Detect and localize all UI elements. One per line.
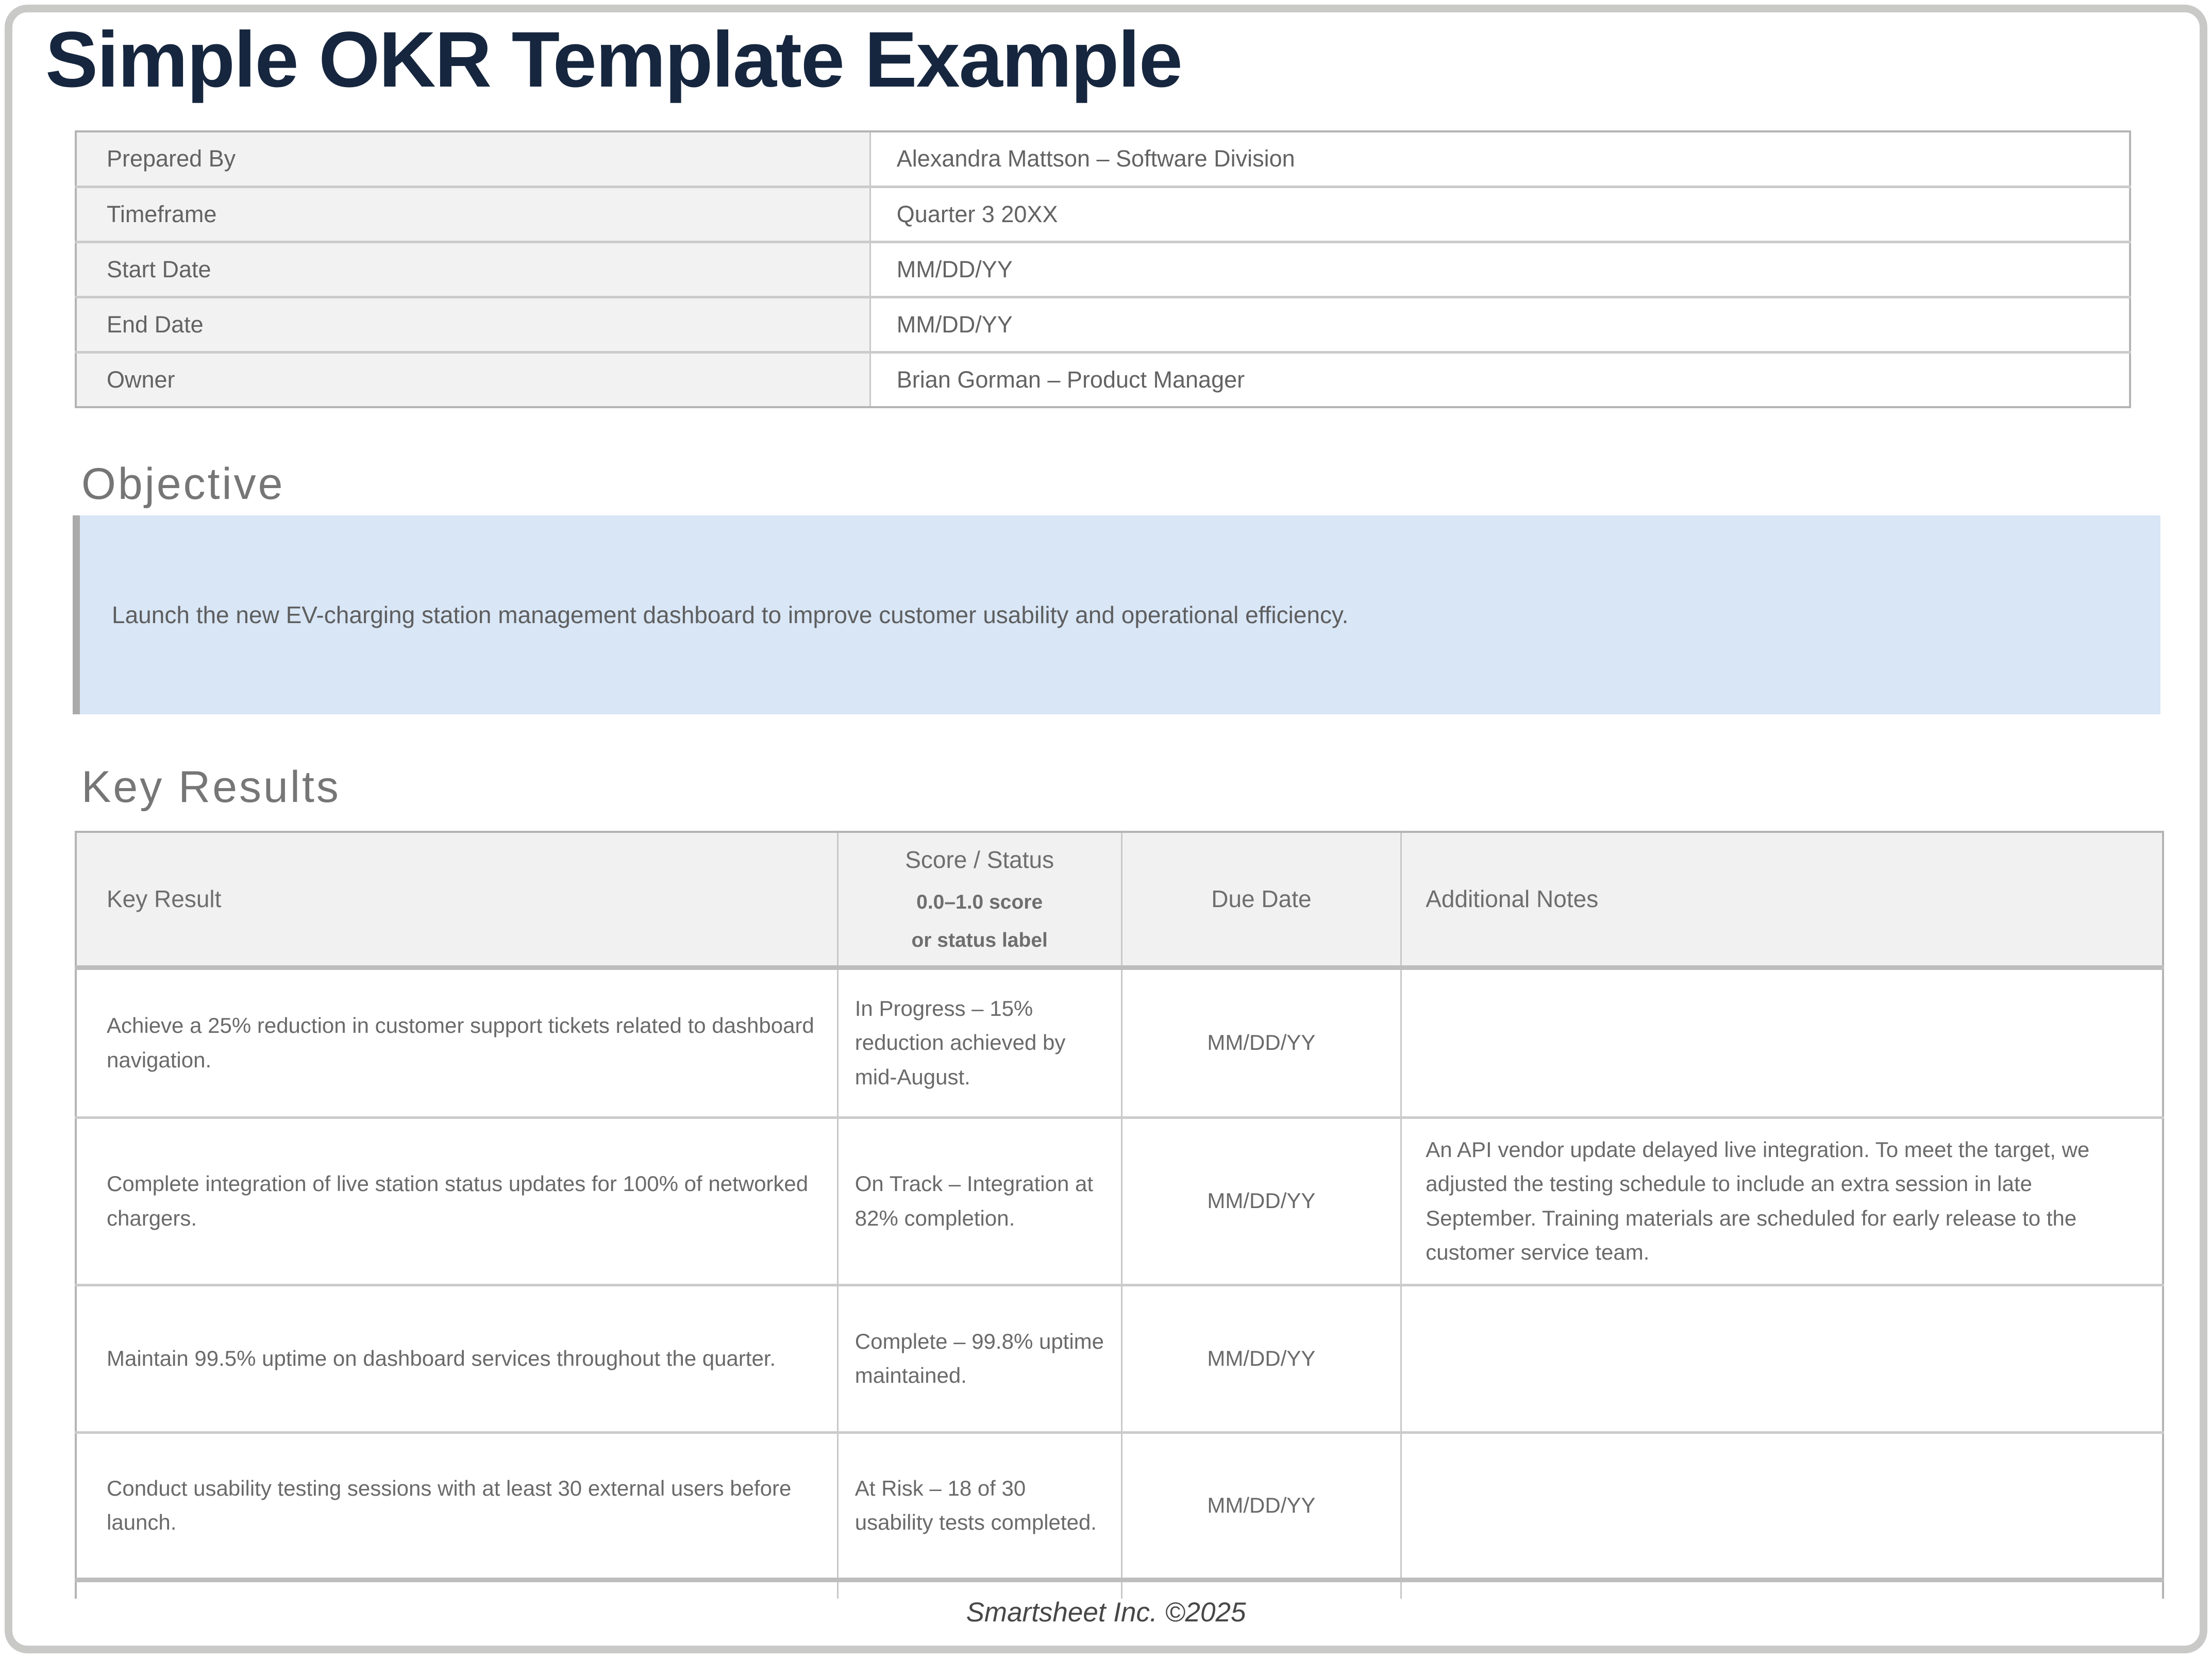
info-row-start-date [76,242,2130,297]
info-label: Prepared By [76,131,870,187]
empty-cell [1401,1580,2163,1599]
additional-notes-cell: An API vendor update delayed live integration. To meet the target, we adjusted the testing schedule to include an extra session in late September. Training materials are scheduled for early release to the customer service team. [1401,1117,2163,1285]
info-row-end-date [76,297,2130,352]
score-status-cell: Complete – 99.8% uptime maintained. [837,1285,1121,1432]
info-label: Timeframe [76,187,870,242]
score-status-header-subtitle2: or status label [911,929,1048,952]
info-value: Alexandra Mattson – Software Division [870,131,2130,187]
footer-copyright: Smartsheet Inc. ©2025 [966,1597,1246,1628]
due-date-column-header: Due Date [1121,832,1401,967]
due-date-cell: MM/DD/YY [1121,1285,1401,1432]
score-status-column-header [837,832,1121,967]
key-result-row [76,1432,2163,1580]
key-results-heading: Key Results [81,762,341,812]
info-row-owner [76,352,2130,407]
score-status-cell: At Risk – 18 of 30 usability tests completed. [837,1432,1121,1580]
info-label: Start Date [76,242,870,297]
empty-cell [76,1580,837,1599]
info-value: MM/DD/YY [870,242,2130,297]
due-date-cell: MM/DD/YY [1121,967,1401,1117]
additional-notes-column-header: Additional Notes [1401,832,2163,967]
empty-cell [837,1580,1121,1599]
key-result-cell: Maintain 99.5% uptime on dashboard services throughout the quarter. [76,1285,837,1432]
clipped-empty-row [76,1580,2163,1599]
additional-notes-cell [1401,1285,2163,1432]
info-row-timeframe [76,187,2130,242]
key-result-row [76,1117,2163,1285]
info-label: Owner [76,352,870,407]
info-label: End Date [76,297,870,352]
document-info-table [75,130,2131,408]
info-value: Brian Gorman – Product Manager [870,352,2130,407]
page-title: Simple OKR Template Example [45,15,1182,104]
key-results-table-container [75,831,2168,1599]
score-status-header-subtitle1: 0.0–1.0 score [916,891,1043,914]
key-results-header-row [76,832,2163,967]
info-value: MM/DD/YY [870,297,2130,352]
due-date-cell: MM/DD/YY [1121,1432,1401,1580]
objective-text: Launch the new EV-charging station management dashboard to improve customer usability and operational efficiency. [112,601,1349,628]
info-row-prepared-by [76,131,2130,187]
key-result-column-header: Key Result [107,885,222,913]
key-results-table [75,831,2164,1599]
due-date-cell: MM/DD/YY [1121,1117,1401,1285]
score-status-cell: On Track – Integration at 82% completion. [837,1117,1121,1285]
additional-notes-cell [1401,967,2163,1117]
info-value: Quarter 3 20XX [870,187,2130,242]
additional-notes-cell [1401,1432,2163,1580]
score-status-header-title: Score / Status [905,846,1054,874]
score-status-cell: In Progress – 15% reduction achieved by mid-August. [837,967,1121,1117]
key-result-cell: Complete integration of live station status updates for 100% of networked chargers. [76,1117,837,1285]
key-result-cell: Achieve a 25% reduction in customer support tickets related to dashboard navigation. [76,967,837,1117]
key-result-row [76,1285,2163,1432]
objective-box [73,515,2160,714]
empty-cell [1121,1580,1401,1599]
key-result-row [76,967,2163,1117]
objective-heading: Objective [81,459,285,509]
key-result-cell: Conduct usability testing sessions with at least 30 external users before launch. [76,1432,837,1580]
